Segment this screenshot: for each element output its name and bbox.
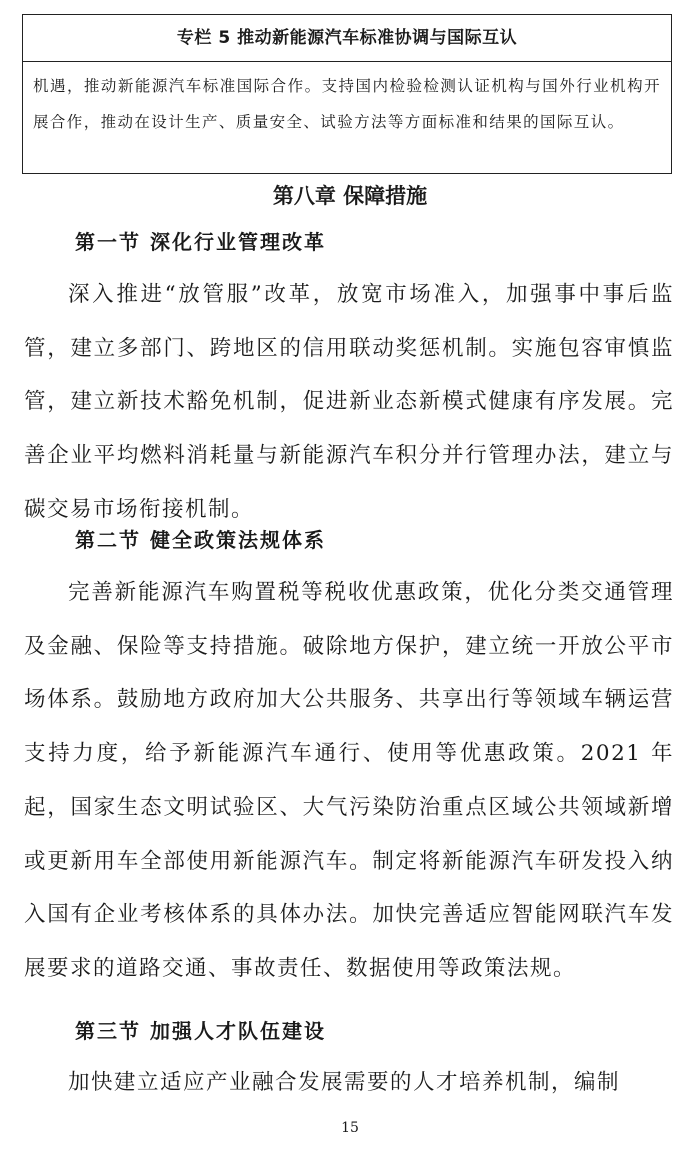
column-box-title: 专栏 5 推动新能源汽车标准协调与国际互认	[23, 15, 671, 62]
column-box	[22, 14, 672, 174]
chapter-title: 第八章 保障措施	[272, 184, 428, 208]
section-paragraph-1: 深入推进“放管服”改革，放宽市场准入，加强事中事后监管，建立多部门、跨地区的信用联动奖惩机制。实施包容审慎监管，建立新技术豁免机制，促进新业态新模式健康有序发展。完善企业平均燃料消耗量与新能源汽车积分并行管理办法，建立与碳交易市场衔接机制。	[24, 282, 674, 522]
page-number: 15	[341, 1120, 359, 1136]
section-paragraph-2: 完善新能源汽车购置税等税收优惠政策，优化分类交通管理及金融、保险等支持措施。破除地方保护，建立统一开放公平市场体系。鼓励地方政府加大公共服务、共享出行等领域车辆运营支持力度，给予新能源汽车通行、使用等优惠政策。2021 年起，国家生态文明试验区、大气污染防治重点区域公共领域新增或更新用车全部使用新能源汽车。制定将新能源汽车研发投入纳入国有企业考核体系的具体办法。加快完善适应智能网联汽车发展要求的道路交通、事故责任、数据使用等政策法规。	[24, 580, 674, 981]
section-heading-2: 第二节 健全政策法规体系	[75, 528, 326, 552]
section-heading-1: 第一节 深化行业管理改革	[75, 230, 326, 254]
section-paragraph-3: 加快建立适应产业融合发展需要的人才培养机制，编制	[68, 1070, 621, 1095]
section-heading-3: 第三节 加强人才队伍建设	[75, 1019, 326, 1043]
column-box-body: 机遇，推动新能源汽车标准国际合作。支持国内检验检测认证机构与国外行业机构开展合作，推动在设计生产、质量安全、试验方法等方面标准和结果的国际互认。	[33, 77, 661, 131]
